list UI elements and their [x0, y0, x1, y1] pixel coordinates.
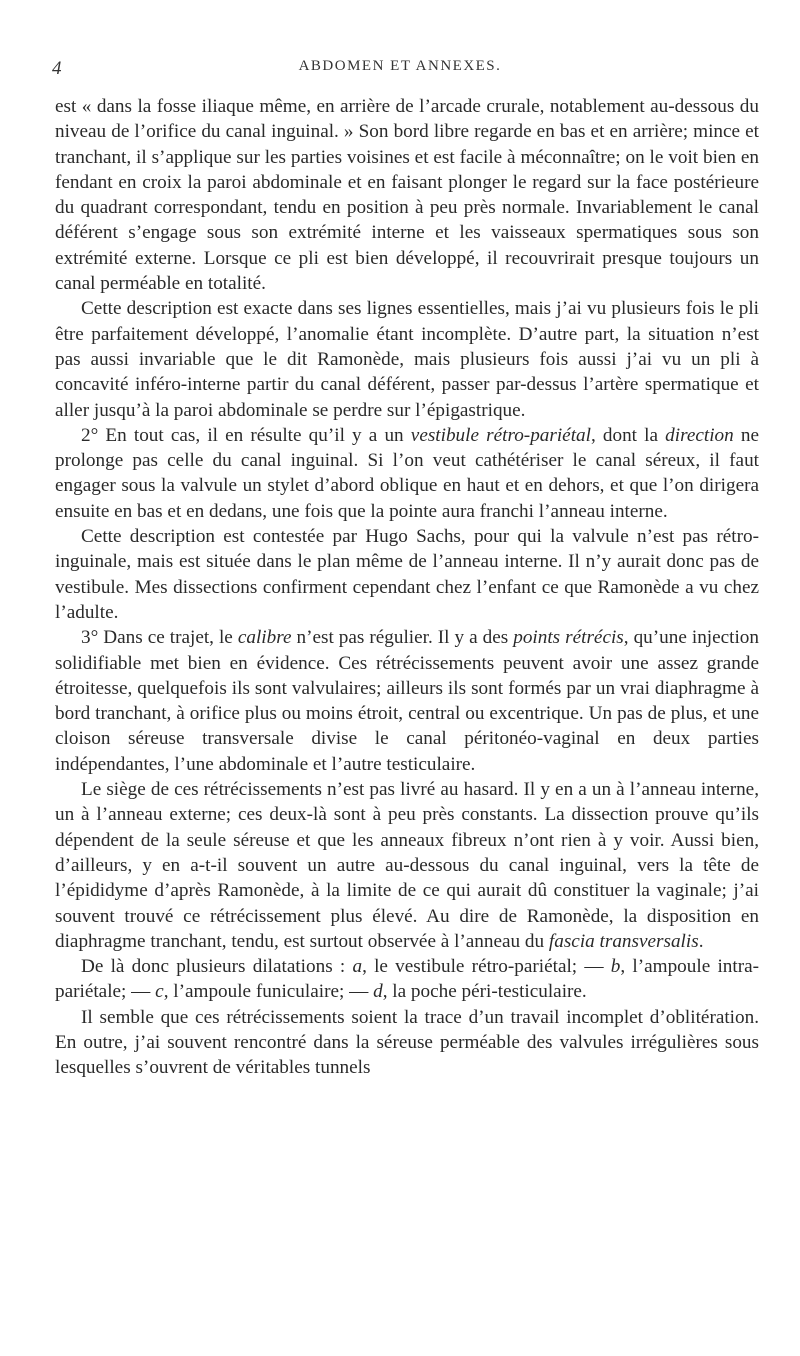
italic-letter: b [610, 956, 621, 978]
body-text [55, 94, 759, 1081]
running-title: ABDOMEN ET ANNEXES. [298, 58, 502, 74]
paragraph-4: Cette description est contestée par Hugo Sachs, pour qui la valvule n’est pas rétro-inguinale, mais est située dans le plan même de l’anneau interne. Il n’y aurait donc pas de vestibule. Mes dissections confirment cependant chez l’enfant ce que Ramonède a vu chez l’adulte. [55, 526, 759, 623]
italic-term: points rétrécis [513, 627, 624, 649]
italic-letter: c [155, 981, 164, 1003]
paragraph-7: De là donc plusieurs dilatations : a, le vestibule rétro-pariétal; — b, l’ampoule intra-pariétale; — c, l’ampoule funiculaire; — d, la poche péri-testiculaire. [55, 956, 759, 1003]
italic-term: vestibule rétro-pariétal [410, 424, 591, 446]
italic-letter: d [373, 981, 383, 1003]
paragraph-6: Le siège de ces rétrécissements n’est pas livré au hasard. Il y en a un à l’anneau interne, un à l’anneau externe; ces deux-là sont à peu près constants. La dissection prouve qu’ils dépendent de la seule séreuse et que les anneaux fibreux n’ont rien à y voir. Aussi bien, d’ailleurs, y en a-t-il souvent un autre au-dessous du canal inguinal, vers la tête de l’épididyme d’après Ramonède, à la limite de ce qui aurait dû constituer la vaginale; j’ai souvent trouvé ce rétrécissement plus élevé. Au dire de Ramonède, la disposition en diaphragme tranchant, tendu, est surtout observée à l’anneau du fascia transversalis. [55, 779, 759, 952]
paragraph-8: Il semble que ces rétrécissements soient la trace d’un travail incomplet d’oblitération. En outre, j’ai souvent rencontré dans la séreuse perméable des valvules irrégulières sous lesquelles s’ouvrent de véritables tunnels [55, 1006, 759, 1079]
paragraph-3: 2° En tout cas, il en résulte qu’il y a un vestibule rétro-pariétal, dont la direction ne prolonge pas celle du canal inguinal. Si l’on veut cathétériser le canal séreux, il faut engager sous la valvule un stylet d’abord oblique en haut et en dehors, et que l’on dirigera ensuite en bas et en dedans, une fois que la pointe aura franchi l’anneau interne. [55, 424, 759, 522]
italic-term: fascia transversalis [548, 930, 699, 952]
page-number: 4 [52, 58, 62, 79]
paragraph-1: est « dans la fosse iliaque même, en arrière de l’arcade crurale, notablement au-dessous du niveau de l’orifice du canal inguinal. » Son bord libre regarde en bas et en arrière; mince et tranchant, il s’applique sur les parties voisines et est facile à méconnaître; on le voit bien en fendant en croix la paroi abdominale et en faisant plonger le regard sur la face postérieure du quadrant correspondant, tendu en position à peu près normale. Invariablement le canal déférent s’engage sous son extrémité interne et les vaisseaux spermatiques sous son extrémité externe. Lorsque ce pli est bien développé, il recouvrirait presque toujours un canal perméable en totalité. [55, 96, 759, 295]
paragraph-5: 3° Dans ce trajet, le calibre n’est pas régulier. Il y a des points rétrécis, qu’une injection solidifiable met bien en évidence. Ces rétrécissements peuvent avoir une assez grande étroitesse, quelquefois ils sont valvulaires; ailleurs ils sont formés par un vrai diaphragme à bord tranchant, à orifice plus ou moins étroit, central ou excentrique. Un pas de plus, et une cloison séreuse transversale divise le canal péritonéo-vaginal en deux parties indépendantes, l’une abdominale et l’autre testiculaire. [55, 627, 759, 775]
italic-term: direction [665, 424, 734, 446]
italic-letter: a [352, 956, 363, 978]
paragraph-2: Cette description est exacte dans ses lignes essentielles, mais j’ai vu plusieurs fois le pli être parfaitement développé, l’anomalie étant incomplète. D’autre part, la situation n’est pas aussi invariable que le dit Ramonède, mais plusieurs fois aussi j’ai vu un pli à concavité inféro-interne partir du canal déférent, passer par-dessus l’artère spermatique et aller jusqu’à la paroi abdominale se perdre sur l’épigastrique. [55, 298, 759, 421]
italic-term: calibre [237, 627, 292, 649]
